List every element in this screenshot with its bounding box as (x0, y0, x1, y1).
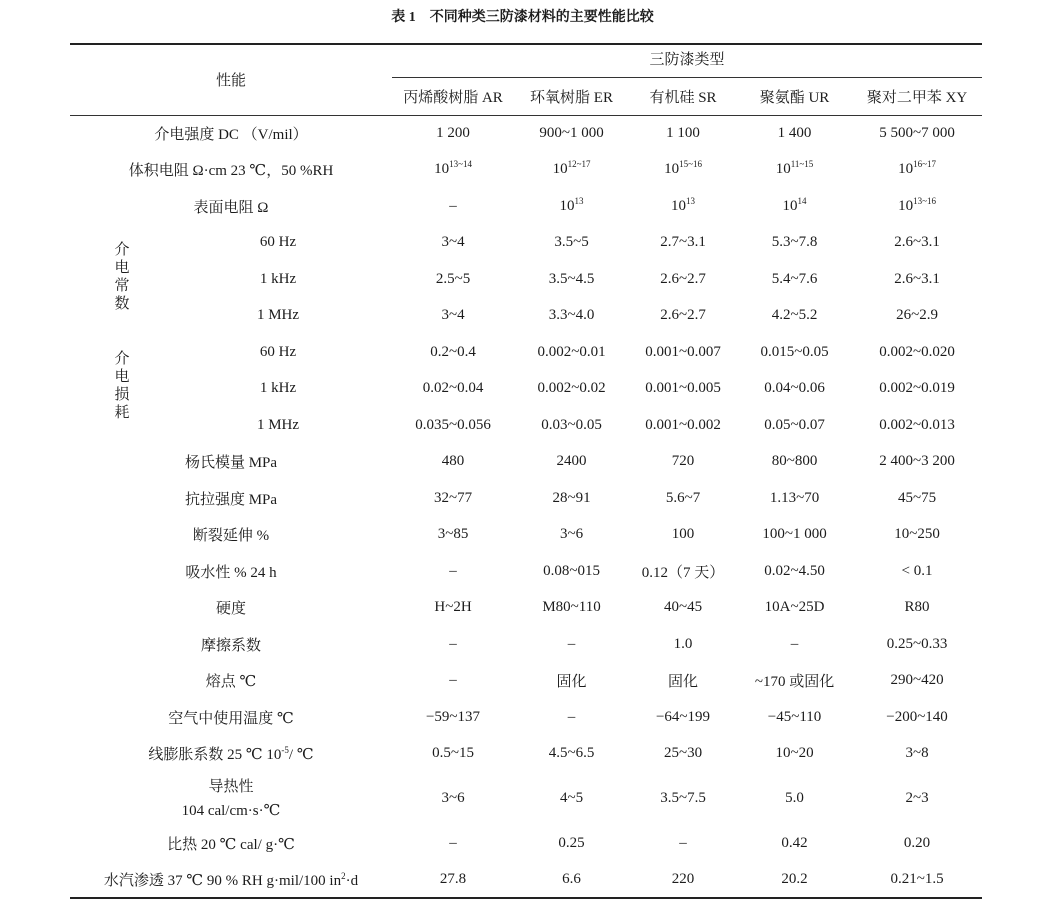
row-label: 体积电阻 Ω·cm 23 ℃，50 %RH (128, 163, 334, 180)
table-row (70, 553, 982, 590)
cell-er (514, 188, 629, 225)
cell-ar: 0.035~0.056 (415, 416, 491, 433)
power-exponent: 11~15 (790, 159, 814, 170)
cell-er: 2400 (556, 453, 587, 470)
cell-ur: 4.2~5.2 (771, 307, 818, 324)
cell-ur: ~170 或固化 (754, 674, 835, 691)
row-label-line: 104 cal/cm·s·℃ (181, 802, 281, 819)
column-header-xy: 聚对二甲苯 XY (852, 77, 982, 115)
cell-ur: – (790, 635, 799, 652)
cell-sr: 1.0 (673, 635, 693, 652)
table-row (70, 825, 982, 862)
table-row (70, 444, 982, 481)
cell-xy: 2.6~3.1 (894, 234, 940, 251)
cell-er: 3.5~5 (554, 234, 589, 251)
cell-sr: – (679, 834, 687, 851)
text-segment: 线膨胀系数 25 ℃ 10 (148, 747, 282, 764)
cell-sr: 25~30 (663, 745, 703, 762)
cell-ur: 5.3~7.8 (771, 234, 818, 251)
cell-sr: 2.6~2.7 (660, 307, 706, 324)
cell-sr: 0.001~0.005 (645, 380, 721, 397)
cell-ur: 0.05~0.07 (764, 416, 825, 433)
cell-ar: 0.5~15 (432, 745, 474, 762)
cell-sr (629, 152, 737, 189)
table-row (70, 298, 982, 335)
cell-ar: 3~4 (441, 234, 465, 251)
power-exponent: 15~16 (679, 159, 702, 170)
table-row (70, 225, 982, 262)
cell-xy (852, 152, 982, 189)
row-label: 抗拉强度 MPa (184, 491, 278, 508)
row-label: 表面电阻 Ω (193, 199, 269, 216)
column-header-sr: 有机硅 SR (629, 77, 737, 115)
cell-er: 3.3~4.0 (548, 307, 595, 324)
group-label (70, 225, 170, 335)
cell-sr: 100 (671, 526, 695, 543)
superscript: -5 (281, 745, 289, 756)
cell-ar: 0.2~0.4 (430, 343, 476, 360)
cell-xy: 0.002~0.013 (879, 416, 955, 433)
cell-sr: 1 100 (666, 125, 700, 141)
cell-sr: 固化 (668, 674, 699, 691)
cell-ur: 1.13~70 (769, 489, 820, 506)
power-exponent: 13~16 (913, 195, 936, 206)
row-sublabel: 1 MHz (256, 416, 300, 433)
row-label: 熔点 ℃ (205, 674, 257, 691)
cell-er: 固化 (556, 674, 587, 691)
coating-type-group-header: 三防漆类型 (392, 44, 982, 77)
cell-ar: −59~137 (425, 708, 481, 725)
power-exponent: 13 (574, 195, 584, 206)
power-base: 10 (664, 161, 680, 178)
cell-ur: 5.4~7.6 (771, 270, 818, 287)
row-label: 杨氏模量 MPa (184, 455, 278, 472)
cell-xy: 5 500~7 000 (879, 125, 955, 141)
row-label (70, 736, 392, 773)
row-label: 空气中使用温度 ℃ (168, 710, 294, 727)
cell-xy: 45~75 (897, 489, 937, 506)
cell-ar: 0.02~0.04 (422, 380, 484, 397)
power-exponent: 13 (686, 195, 696, 206)
cell-xy: R80 (904, 599, 930, 616)
cell-ur: −45~110 (767, 708, 822, 725)
cell-xy: 290~420 (890, 672, 944, 689)
cell-ur: 0.04~0.06 (764, 380, 825, 397)
power-base: 10 (552, 161, 568, 178)
cell-ar: 3~85 (437, 526, 469, 543)
table-row (70, 188, 982, 225)
cell-er: 0.03~0.05 (541, 416, 602, 433)
cell-xy: 2~3 (905, 790, 929, 806)
table-row (70, 663, 982, 700)
group-label-text: 介电常数 (112, 240, 129, 313)
cell-er: 6.6 (562, 870, 581, 887)
table-body (70, 115, 982, 898)
cell-ar: – (449, 834, 457, 851)
cell-ar: 32~77 (433, 489, 473, 506)
property-column-header: 性能 (70, 44, 392, 115)
cell-xy: 26~2.9 (896, 307, 938, 324)
cell-xy (852, 188, 982, 225)
cell-ur: 10A~25D (764, 599, 825, 616)
row-label: 断裂延伸 % (192, 528, 270, 545)
table-row (70, 736, 982, 773)
superscript: 2 (341, 870, 346, 881)
cell-er: 0.08~015 (543, 562, 600, 579)
column-header-er: 环氧树脂 ER (514, 77, 629, 115)
row-sublabel: 60 Hz (259, 343, 297, 360)
cell-sr (629, 188, 737, 225)
group-label-text: 介电损耗 (112, 350, 129, 423)
table-row (70, 371, 982, 408)
cell-ar: – (449, 562, 457, 579)
power-base: 10 (775, 161, 791, 178)
cell-ur: 1 400 (777, 125, 812, 141)
row-sublabel: 1 kHz (259, 270, 297, 287)
cell-xy: 0.20 (903, 834, 931, 851)
cell-ar: 27.8 (439, 870, 467, 887)
table-row (70, 261, 982, 298)
table-row (70, 590, 982, 627)
cell-er: 3~6 (559, 526, 584, 543)
cell-er: 4.5~6.5 (548, 745, 595, 762)
cell-ar: 3~6 (441, 790, 465, 806)
cell-sr: 220 (671, 870, 695, 887)
row-label (70, 772, 392, 825)
cell-xy: 2.6~3.1 (894, 270, 940, 287)
cell-er: 3.5~4.5 (548, 270, 595, 287)
cell-sr: 2.6~2.7 (660, 270, 706, 287)
table-row (70, 407, 982, 444)
cell-sr: 40~45 (663, 599, 703, 616)
cell-ur: 20.2 (781, 870, 808, 887)
cell-xy: 2 400~3 200 (879, 453, 955, 470)
properties-comparison-table (70, 43, 982, 899)
cell-er: M80~110 (542, 599, 601, 616)
cell-sr: 5.6~7 (665, 489, 701, 506)
cell-ur: 100~1 000 (762, 526, 827, 543)
cell-sr: 0.001~0.007 (645, 343, 721, 360)
cell-ar: – (449, 197, 457, 214)
power-base: 10 (559, 197, 575, 214)
table-row (70, 152, 982, 189)
cell-sr: 720 (671, 453, 695, 470)
cell-ar: 1 200 (436, 125, 470, 141)
cell-ur: 5.0 (785, 790, 804, 806)
row-sublabel: 60 Hz (259, 234, 297, 251)
cell-sr: −64~199 (655, 708, 711, 725)
header-row (70, 44, 982, 77)
cell-ar: 480 (441, 453, 465, 470)
table-row (70, 517, 982, 554)
cell-ur: 10~20 (775, 745, 814, 762)
text-segment: / ℃ (288, 747, 314, 764)
power-base: 10 (671, 197, 687, 214)
table-row (70, 334, 982, 371)
cell-xy: 0.25~0.33 (886, 635, 948, 652)
cell-sr: 3.5~7.5 (660, 790, 706, 806)
cell-sr: 0.001~0.002 (645, 416, 721, 433)
cell-er: – (567, 708, 576, 725)
row-label: 比热 20 ℃ cal/ g·℃ (167, 836, 295, 853)
power-exponent: 16~17 (913, 159, 936, 170)
cell-xy: 0.002~0.019 (879, 380, 955, 397)
cell-sr: 2.7~3.1 (660, 234, 706, 251)
row-sublabel: 1 MHz (256, 307, 300, 324)
cell-er (514, 152, 629, 189)
row-label (70, 862, 392, 899)
cell-er: 4~5 (559, 790, 584, 806)
row-label: 吸水性 % 24 h (185, 564, 277, 581)
cell-er: 28~91 (552, 489, 591, 506)
power-exponent: 13~14 (449, 159, 472, 170)
column-header-ur: 聚氨酯 UR (737, 77, 852, 115)
cell-ur: 0.02~4.50 (764, 562, 825, 579)
cell-ar: – (449, 672, 457, 689)
row-label: 硬度 (216, 601, 247, 618)
table-title: 不同种类三防漆材料的主要性能比较 (429, 10, 654, 25)
cell-xy: −200~140 (886, 708, 948, 725)
table-row (70, 115, 982, 152)
cell-er: 0.002~0.01 (537, 343, 606, 360)
cell-ar: H~2H (434, 599, 472, 616)
cell-ar: 3~4 (441, 307, 465, 324)
cell-ar: – (449, 635, 457, 652)
cell-xy: 0.21~1.5 (890, 870, 944, 887)
table-row (70, 699, 982, 736)
column-header-ar: 丙烯酸树脂 AR (392, 77, 514, 115)
table-row (70, 480, 982, 517)
table-number: 表 1 (391, 10, 416, 25)
cell-ur (737, 188, 852, 225)
table-row (70, 772, 982, 825)
table-row (70, 626, 982, 663)
power-exponent: 14 (797, 195, 807, 206)
cell-er: 0.002~0.02 (537, 380, 606, 397)
cell-xy: 3~8 (905, 745, 929, 762)
cell-er: 900~1 000 (539, 125, 604, 141)
cell-sr: 0.12（7 天） (641, 564, 725, 581)
cell-xy: 0.002~0.020 (879, 343, 955, 360)
power-base: 10 (434, 161, 450, 178)
group-label (70, 334, 170, 444)
cell-ur: 80~800 (771, 453, 818, 470)
table-header (70, 44, 982, 115)
row-label: 介电强度 DC （V/mil） (154, 127, 308, 143)
cell-ur (737, 152, 852, 189)
power-exponent: 12~17 (567, 159, 591, 170)
row-sublabel: 1 kHz (259, 380, 297, 397)
cell-ur: 0.42 (781, 834, 808, 851)
cell-xy: 10~250 (894, 526, 940, 543)
table-row (70, 862, 982, 899)
table-caption (0, 8, 1045, 28)
power-base: 10 (782, 197, 798, 214)
text-segment: 水汽渗透 37 ℃ 90 % RH g·mil/100 in (103, 872, 342, 889)
text-segment: ·d (345, 872, 359, 889)
cell-ar: 2.5~5 (435, 270, 471, 287)
cell-er: 0.25 (558, 834, 585, 851)
cell-er: – (567, 635, 576, 652)
power-base: 10 (898, 197, 914, 214)
cell-ur: 0.015~0.05 (760, 343, 829, 360)
cell-xy: < 0.1 (901, 562, 933, 579)
cell-ar (392, 152, 514, 189)
row-label: 摩擦系数 (201, 637, 262, 654)
row-label-line: 导热性 (208, 778, 254, 795)
power-base: 10 (898, 161, 914, 178)
